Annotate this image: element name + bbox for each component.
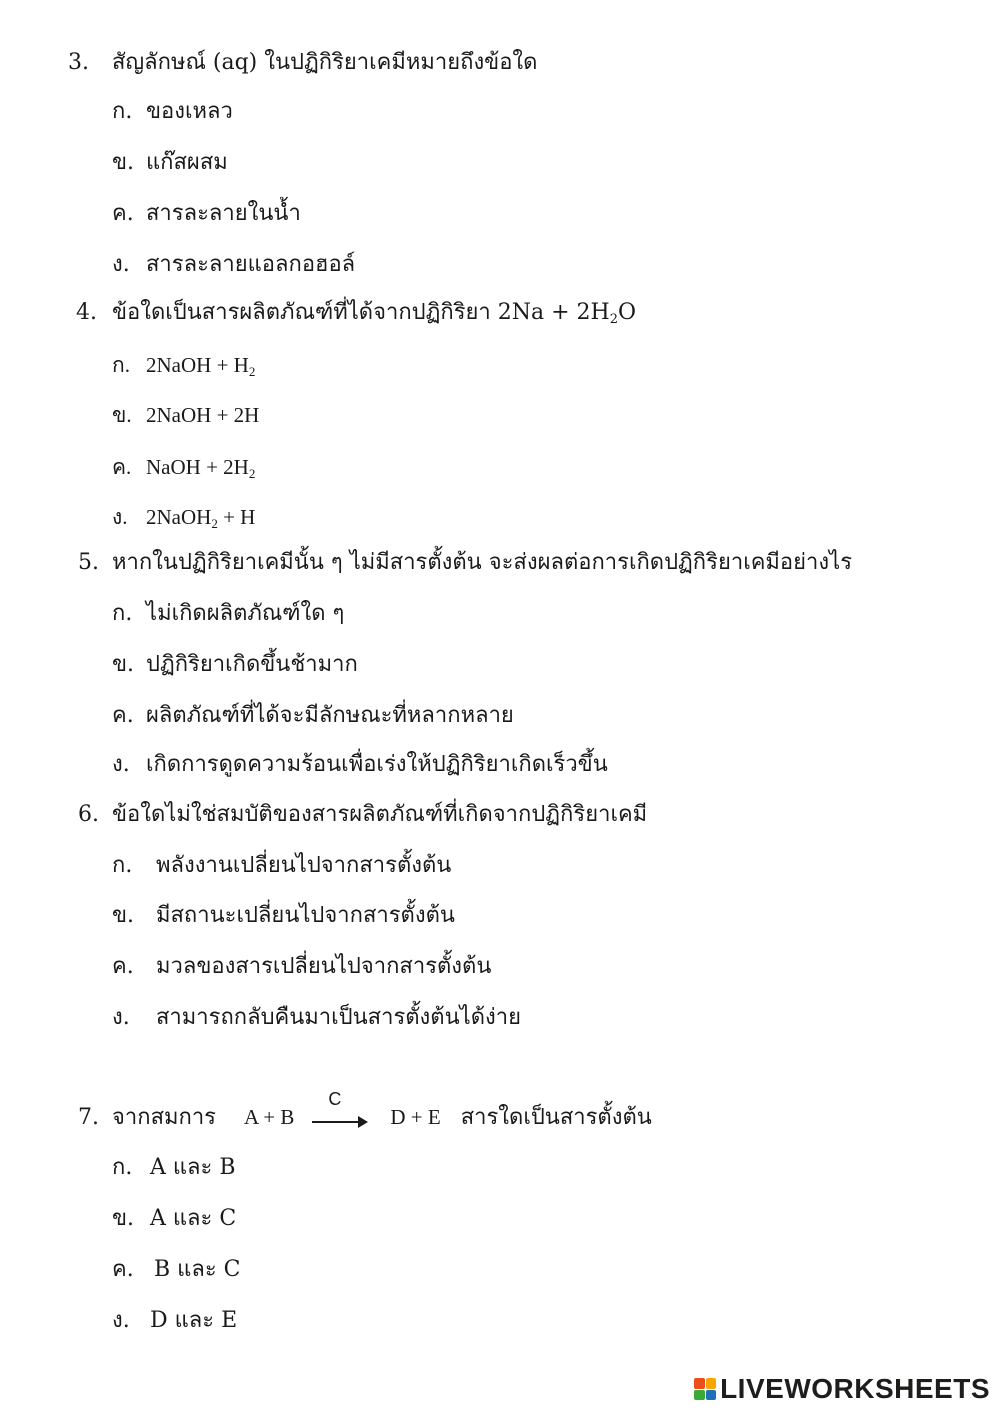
question-number: 5. [78, 550, 99, 575]
question-text: หากในปฏิกิริยาเคมีนั้น ๆ ไม่มีสารตั้งต้น จะส่งผลต่อการเกิดปฏิกิริยาเคมีอย่างไร [112, 550, 853, 575]
equation-rhs: D + E [390, 1105, 441, 1129]
option-text: เกิดการดูดความร้อนเพื่อเร่งให้ปฏิกิริยาเกิดเร็วขึ้น [146, 752, 608, 777]
option[interactable] [112, 1306, 237, 1336]
subscript: 2 [248, 466, 256, 481]
option-text: มวลของสารเปลี่ยนไปจากสารตั้งต้น [156, 954, 492, 979]
option[interactable] [112, 901, 455, 931]
logo-square [694, 1390, 705, 1401]
equation-lhs: A + B [243, 1105, 295, 1129]
option[interactable] [112, 148, 228, 178]
option[interactable] [112, 250, 355, 280]
question-number: 7. [78, 1105, 99, 1130]
option-label: ข. [112, 1206, 135, 1231]
question-text: ข้อใดไม่ใช่สมบัติของสารผลิตภัณฑ์ที่เกิดจากปฏิกิริยาเคมี [112, 802, 648, 827]
arrow-line [312, 1121, 360, 1123]
formula-main: 2NaOH + H [146, 353, 249, 377]
formula-tail: + H [217, 505, 256, 529]
question-number: 3. [68, 50, 89, 75]
arrow-head-icon [358, 1116, 368, 1128]
option-label: ก. [112, 99, 133, 124]
question-text: ข้อใดเป็นสารผลิตภัณฑ์ที่ได้จากปฏิกิริยา 2Na + 2H [112, 300, 610, 325]
option[interactable] [112, 650, 358, 680]
option-label: ง. [112, 1308, 130, 1333]
question-6 [78, 800, 647, 830]
option-label: ก. [112, 1155, 133, 1180]
option[interactable] [112, 1204, 236, 1234]
option-text: พลังงานเปลี่ยนไปจากสารตั้งต้น [156, 853, 452, 878]
option-label: ง. [112, 505, 128, 529]
question-number: 6. [78, 802, 99, 827]
option-text: ไม่เกิดผลิตภัณฑ์ใด ๆ [146, 601, 345, 626]
arrow-catalyst-label: C [328, 1089, 342, 1109]
brand-name: LIVEWORKSHEETS [720, 1373, 990, 1404]
liveworksheets-logo-icon [694, 1378, 716, 1400]
option-label: ง. [112, 252, 130, 277]
question-7 [78, 1089, 652, 1133]
option[interactable] [112, 97, 233, 127]
option-text: A และ B [150, 1155, 236, 1180]
option[interactable] [112, 1255, 240, 1285]
question-4 [76, 298, 636, 328]
subscript: 2 [211, 516, 218, 531]
subscript: 2 [609, 312, 619, 327]
subscript: 2 [248, 364, 256, 379]
option-label: ข. [112, 403, 132, 427]
option[interactable] [112, 701, 514, 731]
question-5 [78, 548, 852, 578]
option-text: D และ E [150, 1308, 238, 1333]
option-label: ง. [112, 1005, 130, 1030]
option-label: ก. [112, 353, 130, 377]
option-text: B และ C [154, 1257, 241, 1282]
option-text: สารละลายแอลกอฮอล์ [146, 252, 356, 277]
option-text: สารละลายในน้ำ [146, 201, 301, 226]
option[interactable] [112, 502, 255, 532]
option-label: ง. [112, 752, 130, 777]
option-text: มีสถานะเปลี่ยนไปจากสารตั้งต้น [156, 903, 455, 928]
option-label: ค. [112, 201, 134, 226]
logo-square [706, 1378, 717, 1389]
option-label: ค. [112, 455, 132, 479]
option-label: ข. [112, 652, 135, 677]
liveworksheets-brand [694, 1373, 990, 1405]
option-label: ค. [112, 954, 134, 979]
option[interactable] [112, 851, 451, 881]
question-text: สัญลักษณ์ (aq) ในปฏิกิริยาเคมีหมายถึงข้อใด [112, 50, 538, 75]
logo-square [706, 1390, 717, 1401]
question-text: สารใดเป็นสารตั้งต้น [460, 1105, 652, 1130]
formula-main: 2NaOH + 2H [146, 403, 260, 427]
question-3 [68, 48, 537, 78]
option[interactable] [112, 599, 344, 629]
option-label: ก. [112, 853, 133, 878]
option[interactable] [112, 400, 259, 430]
option-label: ข. [112, 903, 135, 928]
option[interactable] [112, 1003, 521, 1033]
formula-main: NaOH + 2H [146, 455, 249, 479]
reaction-arrow [312, 1089, 370, 1132]
option[interactable] [112, 952, 491, 982]
question-number: 4. [76, 300, 97, 325]
option[interactable] [112, 350, 255, 380]
option-label: ก. [112, 601, 133, 626]
logo-square [694, 1378, 705, 1389]
option-text: A และ C [150, 1206, 237, 1231]
option-text: แก๊สผสม [146, 150, 228, 175]
option-label: ข. [112, 150, 135, 175]
option-text: ของเหลว [146, 99, 233, 124]
equation-prefix: จากสมการ [112, 1105, 216, 1130]
option[interactable] [112, 452, 255, 482]
option-text: สามารถกลับคืนมาเป็นสารตั้งต้นได้ง่าย [156, 1005, 521, 1030]
formula-main: 2NaOH [146, 505, 212, 529]
option-text: ปฏิกิริยาเกิดขึ้นช้ามาก [146, 652, 358, 677]
question-text-end: O [618, 300, 637, 325]
option[interactable] [112, 199, 301, 229]
option[interactable] [112, 750, 608, 780]
option-text: ผลิตภัณฑ์ที่ได้จะมีลักษณะที่หลากหลาย [146, 703, 514, 728]
option-label: ค. [112, 703, 134, 728]
option-label: ค. [112, 1257, 134, 1282]
option[interactable] [112, 1153, 236, 1183]
